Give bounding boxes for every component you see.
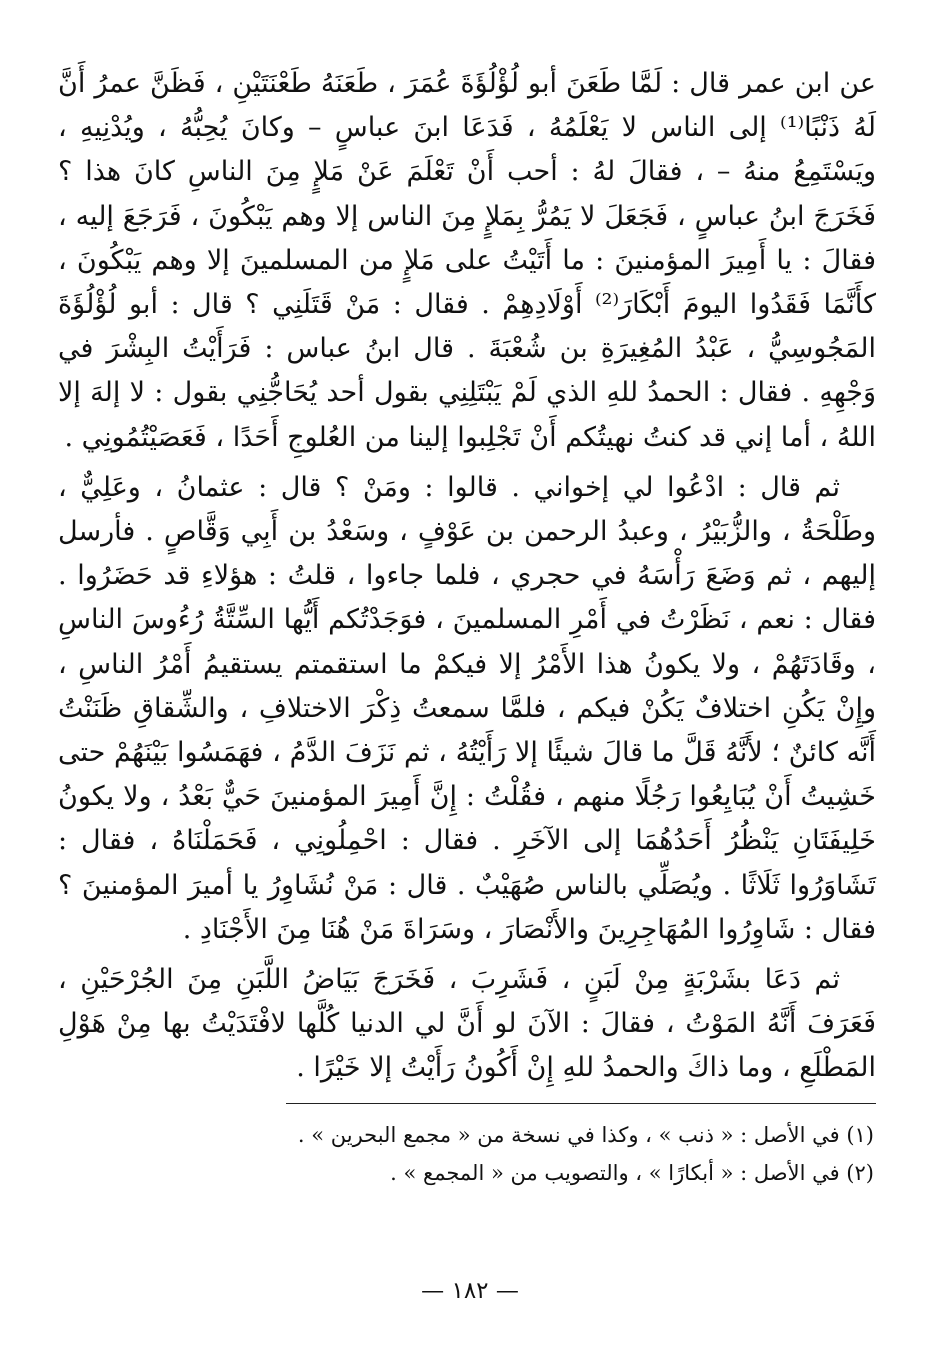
page-body [58,62,876,1192]
main-paragraph-3: ثم دَعَا بشَرْبَةٍ مِنْ لَبَنٍ ، فَشَرِبَ ، فَخَرَجَ بَيَاضُ اللَّبَنِ مِنَ الجُرْحَيْنِ ، فَعَرَفَ أَنَّهُ المَوْتُ ، فقالَ : الآنَ لو أَنَّ لي الدنيا كُلَّها لافْتَدَيْتُ بها مِنْ هَوْلِ المَطْلَعِ ، وما ذاكَ والحمدُ للهِ إِنْ أَكُونُ رَأَيْتُ إلا خَيْرًا . [58,964,876,1084]
main-paragraph-2: ثم قال : ادْعُوا لي إخواني . قالوا : ومَنْ ؟ قال : عثمانُ ، وعَلِيٌّ ، وطَلْحَةُ ، والزُّبَيْرُ ، وعبدُ الرحمن بن عَوْفٍ ، وسَعْدُ بن أَبِي وَقَّاصٍ . فأرسل إليهم ، ثم وَضَعَ رَأْسَهُ في حجري ، فلما جاءوا ، قلتُ : هؤلاءِ قد حَضَرُوا . فقال : نعم ، نَظَرْتُ في أَمْرِ المسلمينَ ، فوَجَدْتُكم أَيُّها السِّتَّةُ رُءُوسَ الناسِ ، وقَادَتَهُمْ ، ولا يكونُ هذا الأَمْرُ إلا فيكمْ ما استقمتم يستقيمُ أَمْرُ الناسِ ، وإِنْ يَكُنِ اختلافٌ يَكُنْ فيكم ، فلمَّا سمعتُ ذِكْرَ الاختلافِ ، والشِّقاقِ ظَنَنْتُ أَنَّه كائنٌ ؛ لأَنَّهُ قَلَّ ما قالَ شيئًا إلا رَأَيْتُهُ ، ثم نَزَفَ الدَّمُ ، فهَمَسُوا بَيْنَهُمْ حتى خَشِيتُ أَنْ يُبَايِعُوا رَجُلًا منهم ، فقُلْتُ : إِنَّ أَمِيرَ المؤمنينَ حَيٌّ بَعْدُ ، ولا يكونُ خَلِيفَتَانِ يَنْظُرُ أَحَدُهُمَا إلى الآخَرِ . فقال : احْمِلُونِي ، فَحَمَلْنَاهُ ، فقال : تَشَاوَرُوا ثَلَاثًا . ويُصَلِّي بالناس صُهَيْبٌ . قال : مَنْ نُشَاوِرُ يا أميرَ المؤمنينَ ؟ فقال : شَاوِرُوا المُهَاجِرِينَ والأَنْصَارَ ، وسَرَاةَ مَنْ هُنَا مِنَ الأَجْنَادِ . [58,471,876,945]
footnotes [58,1116,876,1192]
page-number: — ١٨٢ — [421,1278,519,1304]
footnote-separator [286,1103,876,1104]
footnote-2: (٢) في الأصل : « أبكارًا » ، والتصويب من « المجمع » . [390,1160,874,1185]
footnote-1: (١) في الأصل : « ذنب » ، وكذا في نسخة من « مجمع البحرين » . [297,1122,874,1147]
main-paragraph-1: عن ابن عمر قال : لَمَّا طَعَنَ أبو لُؤْلُؤَةَ عُمَرَ ، طَعَنَهُ طَعْنَتَيْنِ ، فَظَنَّ عمرُ أَنَّ لَهُ ذَنْبًا⁽¹⁾ إلى الناس لا يَعْلَمُهُ ، فَدَعَا ابنَ عباسٍ – وكانَ يُحِبُّهُ ، ويُدْنِيهِ ، ويَسْتَمِعُ منهُ – ، فقالَ لهُ : أحب أَنْ تَعْلَمَ عَنْ مَلإٍ مِنَ الناسِ كانَ هذا ؟ فَخَرَجَ ابنُ عباسٍ ، فَجَعَلَ لا يَمُرُّ بِمَلإٍ مِنَ الناس إلا وهم يَبْكُونَ ، فَرَجَعَ إليه ، فقالَ : يا أَمِيرَ المؤمنينَ : ما أَتَيْتُ على مَلإٍ من المسلمينَ إلا وهم يَبْكُونَ ، كأَنَّمَا فَقَدُوا اليومَ أَبْكَارَ⁽²⁾ أَوْلَادِهِمْ . فقال : مَنْ قَتَلَنِي ؟ قال : أبو لُؤْلُؤَةَ المَجُوسِيُّ ، عَبْدُ المُغِيرَةِ بن شُعْبَةَ . قال ابنُ عباس : فَرَأَيْتُ البِشْرَ في وَجْهِهِ . فقال : الحمدُ للهِ الذي لَمْ يَبْتَلِنِي بقول أحد يُحَاجُّنِي بقول : لا إلهَ إلا اللهُ ، أما إني قد كنتُ نهيتُكم أَنْ تَجْلِبوا إلينا من العُلوجِ أَحَدًا ، فَعَصَيْتُمُونِي . [58,68,876,453]
